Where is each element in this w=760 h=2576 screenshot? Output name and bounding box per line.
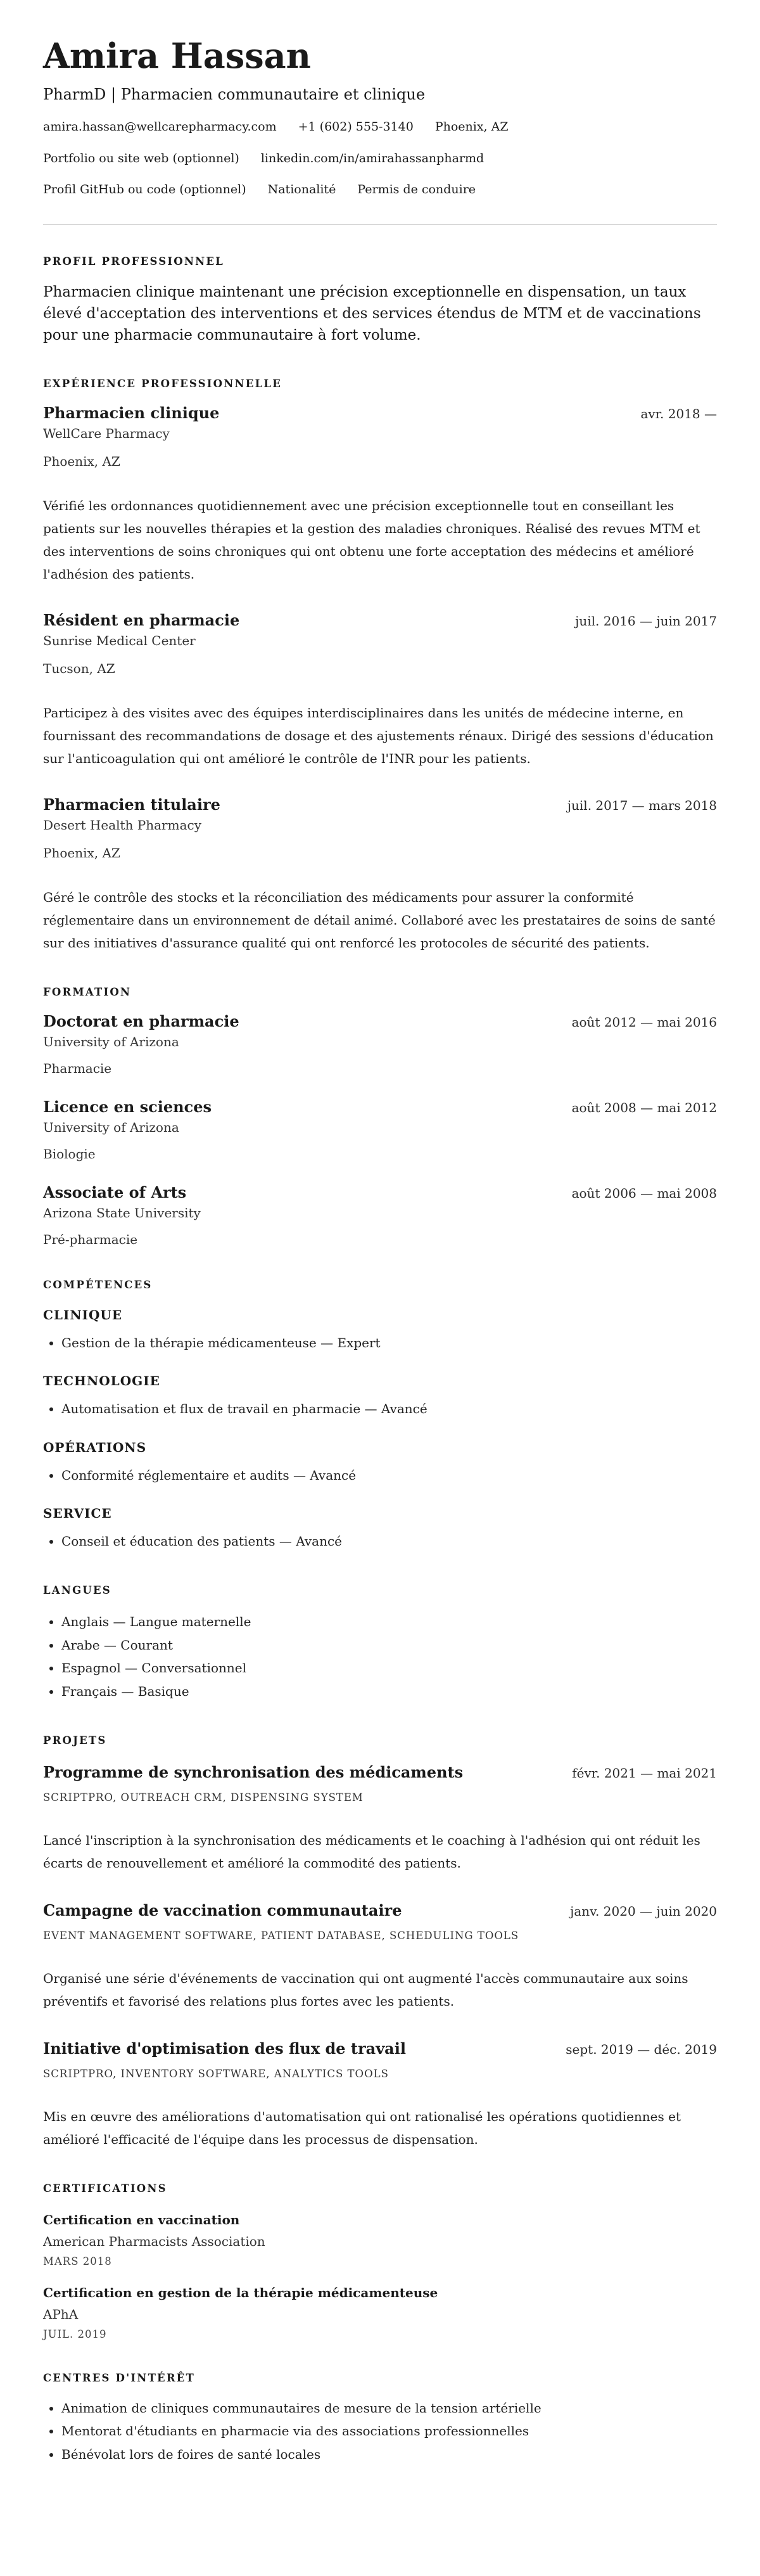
degree-title: Associate of Arts [43,1182,187,1201]
experience-section [43,378,717,954]
profile-summary: Pharmacien clinique maintenant une précision exceptionnelle en dispensation, un taux élevé d'acceptation des interventions et des services étendus de MTM et de vaccinations pour une pharmacie communautaire à fort volume. [43,283,701,343]
job-dates: avr. 2018 — [640,406,717,421]
interest-item: • Mentorat d'étudiants en pharmacie via des associations professionnelles [61,2419,717,2442]
project-title: Initiative d'optimisation des flux de travail [43,2039,406,2058]
study-field: Biologie [43,1146,96,1162]
certification-item [43,2285,717,2340]
education-item [43,1183,717,1247]
project-description: Mis en œuvre des améliorations d'automatisation qui ont rationalisé les opérations quotidiennes et amélioré l'efficacité de l'équipe dans les processus de dispensation. [43,2108,681,2147]
education-section [43,986,717,1247]
job-location: Phoenix, AZ [43,453,120,469]
job-title: Pharmacien titulaire [43,795,220,814]
skill-category-name: TECHNOLOGIE [43,1373,160,1389]
skill-list [43,1397,717,1420]
experience-item [43,404,717,586]
skill-category [43,1373,717,1420]
project-item [43,1901,717,2013]
header-divider [43,224,717,225]
linkedin-link[interactable]: linkedin.com/in/amirahassanpharmd [260,151,484,165]
candidate-name: Amira Hassan [43,35,311,76]
language-item: • Anglais — Langue maternelle [61,1610,717,1633]
education-item [43,1012,717,1076]
email-link[interactable]: amira.hassan@wellcarepharmacy.com [43,119,277,134]
section-title-profile: PROFIL PROFESSIONNEL [43,255,224,267]
certifications-section [43,2182,717,2340]
project-dates: sept. 2019 — déc. 2019 [566,2041,717,2057]
section-title-experience: EXPÉRIENCE PROFESSIONNELLE [43,377,282,390]
experience-item [43,611,717,770]
skill-category [43,1506,717,1553]
skill-category-name: CLINIQUE [43,1307,123,1323]
job-description: Géré le contrôle des stocks et la réconciliation des médicaments pour assurer la conformité réglementaire dans un environnement de détail animé. Collaboré avec les prestataires de soins de santé sur des initiatives d'assurance qualité qui ont renforcé les protocoles de sécurité des patients. [43,889,716,951]
skill-category-name: OPÉRATIONS [43,1439,147,1455]
project-tech: SCRIPTPRO, INVENTORY SOFTWARE, ANALYTICS TOOLS [43,2067,389,2080]
interests-section [43,2372,717,2466]
school-name: Arizona State University [43,1205,201,1221]
section-title-education: FORMATION [43,985,132,998]
certification-title: Certification en gestion de la thérapie médicamenteuse [43,2284,438,2300]
education-item [43,1098,717,1162]
contact-row-primary [43,120,717,134]
job-company: Desert Health Pharmacy [43,817,202,833]
job-dates: juil. 2016 — juin 2017 [575,613,717,629]
section-title-languages: LANGUES [43,1584,111,1597]
skill-category-name: SERVICE [43,1505,112,1521]
certification-title: Certification en vaccination [43,2212,240,2227]
job-company: WellCare Pharmacy [43,425,170,441]
job-title: Résident en pharmacie [43,610,240,629]
contact-row-links [43,151,717,165]
interest-item: • Animation de cliniques communautaires de mesure de la tension artérielle [61,2397,717,2419]
section-title-certifications: CERTIFICATIONS [43,2182,167,2195]
degree-dates: août 2008 — mai 2012 [571,1099,717,1115]
school-name: University of Arizona [43,1034,179,1049]
job-description: Vérifié les ordonnances quotidiennement avec une précision exceptionnelle tout en conseillant les patients sur les nouvelles thérapies et la gestion des maladies chroniques. Réalisé des revues MTM et des interventions de soins chroniques qui ont obtenu une forte acceptation des médecins et amélioré l'adhésion des patients. [43,497,700,582]
project-item [43,2039,717,2151]
degree-title: Doctorat en pharmacie [43,1011,239,1030]
job-title: Pharmacien clinique [43,403,220,422]
degree-dates: août 2012 — mai 2016 [571,1014,717,1030]
study-field: Pré-pharmacie [43,1231,138,1247]
project-item [43,1763,717,1874]
projects-section [43,1734,717,2151]
certification-issuer: American Pharmacists Association [43,2233,265,2249]
skill-list [43,1530,717,1553]
certification-date: JUIL. 2019 [43,2328,107,2340]
section-title-interests: CENTRES D'INTÉRÊT [43,2371,196,2384]
skill-list [43,1464,717,1487]
skills-section [43,1279,717,1553]
certification-item [43,2212,717,2267]
nationality-field: Nationalité [267,182,336,196]
contact-row-extra [43,183,717,196]
project-title: Campagne de vaccination communautaire [43,1900,402,1919]
project-dates: févr. 2021 — mai 2021 [572,1765,717,1781]
project-dates: janv. 2020 — juin 2020 [570,1903,717,1919]
interest-list [43,2397,717,2466]
github-link[interactable]: Profil GitHub ou code (optionnel) [43,182,246,196]
language-list [43,1610,717,1703]
skill-category [43,1440,717,1487]
profile-section [43,255,717,346]
project-description: Lancé l'inscription à la synchronisation des médicaments et le coaching à l'adhésion qui ont réduit les écarts de renouvellement et amélioré la commodité des patients. [43,1832,700,1871]
section-title-projects: PROJETS [43,1734,107,1746]
job-location: Tucson, AZ [43,660,115,676]
phone-number[interactable]: +1 (602) 555-3140 [298,119,414,134]
project-tech: SCRIPTPRO, OUTREACH CRM, DISPENSING SYSTEM [43,1791,364,1804]
interest-item: • Bénévolat lors de foires de santé locales [61,2443,717,2466]
experience-item [43,795,717,954]
resume-header [43,35,717,225]
project-title: Programme de synchronisation des médicaments [43,1762,464,1781]
language-item: • Espagnol — Conversationnel [61,1656,717,1679]
skill-item: • Automatisation et flux de travail en pharmacie — Avancé [61,1397,717,1420]
certification-issuer: APhA [43,2306,79,2322]
candidate-subtitle: PharmD | Pharmacien communautaire et clinique [43,85,426,103]
certification-date: MARS 2018 [43,2255,112,2267]
language-item: • Arabe — Courant [61,1634,717,1656]
contact-location: Phoenix, AZ [434,119,509,134]
license-field: Permis de conduire [357,182,476,196]
job-location: Phoenix, AZ [43,845,120,861]
skill-list [43,1331,717,1354]
job-description: Participez à des visites avec des équipes interdisciplinaires dans les unités de médecine interne, en fournissant des recommandations de dosage et des ajustements rénaux. Dirigé des sessions d'éducation sur l'anticoagulation qui ont amélioré le contrôle de l'INR pour les patients. [43,705,714,766]
skill-item: • Conformité réglementaire et audits — Avancé [61,1464,717,1487]
project-tech: EVENT MANAGEMENT SOFTWARE, PATIENT DATABASE, SCHEDULING TOOLS [43,1929,519,1942]
language-item: • Français — Basique [61,1680,717,1703]
project-description: Organisé une série d'événements de vaccination qui ont augmenté l'accès communautaire aux soins préventifs et favorisé des relations plus fortes avec les patients. [43,1970,688,2009]
languages-section [43,1584,717,1703]
degree-dates: août 2006 — mai 2008 [571,1185,717,1201]
portfolio-link[interactable]: Portfolio ou site web (optionnel) [43,151,239,165]
section-title-skills: COMPÉTENCES [43,1278,153,1291]
job-dates: juil. 2017 — mars 2018 [567,797,717,813]
skill-item: • Gestion de la thérapie médicamenteuse — Expert [61,1331,717,1354]
study-field: Pharmacie [43,1060,112,1076]
job-company: Sunrise Medical Center [43,632,196,648]
school-name: University of Arizona [43,1119,179,1135]
degree-title: Licence en sciences [43,1097,212,1116]
skill-item: • Conseil et éducation des patients — Avancé [61,1530,717,1553]
skill-category [43,1307,717,1354]
